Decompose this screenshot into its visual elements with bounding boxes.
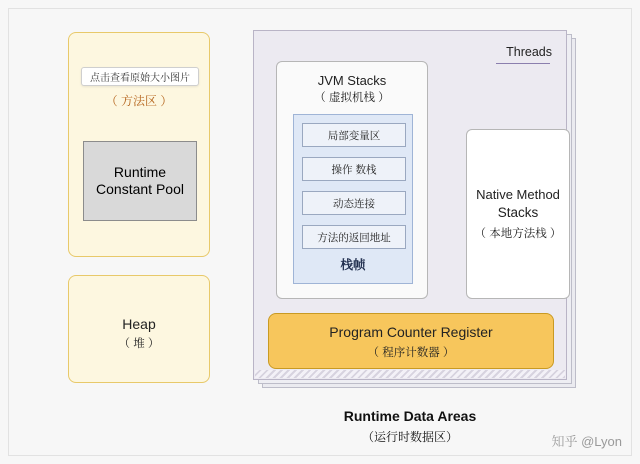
heap-box xyxy=(68,275,210,383)
stack-frame-item-dynamic-linking: 动态连接 xyxy=(302,191,406,215)
program-counter-label-en: Program Counter Register xyxy=(329,324,493,340)
stack-frame-item-return-address: 方法的返回地址 xyxy=(302,225,406,249)
native-method-stacks-box xyxy=(466,129,570,299)
jvm-stacks-label-cn: （ 虚拟机栈 ） xyxy=(314,92,390,104)
native-method-stacks-label-en-line1: Native Method xyxy=(476,187,560,202)
runtime-data-areas-caption-cn: （运行时数据区） xyxy=(361,430,458,444)
stack-frame-item-local-variables: 局部变量区 xyxy=(302,123,406,147)
runtime-data-areas-caption-en: Runtime Data Areas xyxy=(343,408,477,424)
stack-frame-label: 栈帧 xyxy=(340,258,366,272)
runtime-constant-pool-box xyxy=(83,141,197,221)
heap-shadow xyxy=(74,281,214,387)
heap-label-en: Heap xyxy=(122,316,156,332)
stack-frame-box xyxy=(293,114,413,284)
view-original-image-tooltip[interactable]: 点击查看原始大小图片 xyxy=(81,67,199,86)
heap-label-cn: （ 堆 ） xyxy=(118,338,160,350)
jvm-stacks-label-en: JVM Stacks xyxy=(317,73,387,88)
program-counter-label-cn: （ 程序计数器 ） xyxy=(367,347,455,359)
program-counter-register-box xyxy=(268,313,554,369)
runtime-data-areas-hatch-strip xyxy=(255,370,565,378)
runtime-constant-pool-label-line2: Constant Pool xyxy=(96,181,184,197)
watermark: 知乎 @Lyon xyxy=(551,434,622,449)
native-method-stacks-label-en-line2: Stacks xyxy=(497,205,539,220)
jvm-stacks-box xyxy=(276,61,428,299)
threads-label: Threads xyxy=(506,45,552,59)
runtime-constant-pool-label-line1: Runtime xyxy=(113,164,167,180)
method-area-box xyxy=(68,32,210,257)
stack-frame-item-operand-stack: 操作 数栈 xyxy=(302,157,406,181)
method-area-label: （ 方法区 ） xyxy=(105,94,173,108)
thread-group xyxy=(266,61,562,299)
native-method-stacks-label-cn: （ 本地方法栈 ） xyxy=(474,228,562,240)
runtime-data-areas-box xyxy=(253,30,567,380)
